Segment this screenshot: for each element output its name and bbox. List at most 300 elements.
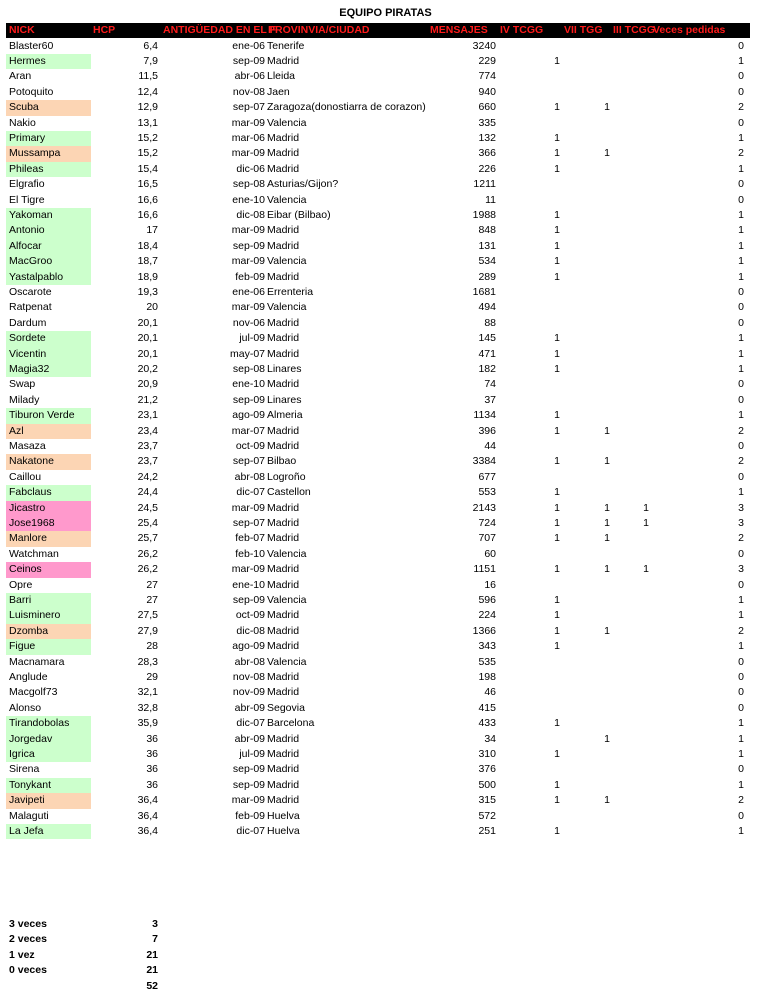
- iv-tcgg-cell[interactable]: 1: [554, 717, 560, 730]
- provincia-cell[interactable]: Jaen: [267, 85, 290, 98]
- provincia-cell[interactable]: Madrid: [267, 316, 300, 329]
- nick-cell[interactable]: Masaza: [9, 439, 46, 452]
- provincia-cell[interactable]: Valencia: [267, 593, 307, 606]
- iv-tcgg-cell[interactable]: 1: [554, 362, 560, 375]
- provincia-cell[interactable]: Eibar (Bilbao): [267, 208, 331, 221]
- veces-pedidas-cell[interactable]: 0: [738, 670, 744, 683]
- provincia-cell[interactable]: Valencia: [267, 116, 307, 129]
- iv-tcgg-cell[interactable]: 1: [554, 101, 560, 114]
- hcp-cell[interactable]: 36: [146, 747, 158, 760]
- hcp-cell[interactable]: 28,3: [137, 655, 158, 668]
- mensajes-cell[interactable]: 16: [484, 578, 496, 591]
- nick-cell[interactable]: Alonso: [9, 701, 42, 714]
- hcp-cell[interactable]: 23,4: [137, 424, 158, 437]
- nick-cell[interactable]: Yakoman: [6, 208, 91, 223]
- provincia-cell[interactable]: Madrid: [267, 378, 300, 391]
- iv-tcgg-cell[interactable]: 1: [554, 486, 560, 499]
- antiguedad-cell[interactable]: may-07: [229, 347, 265, 360]
- hcp-cell[interactable]: 20,1: [137, 332, 158, 345]
- nick-cell[interactable]: Scuba: [6, 100, 91, 115]
- provincia-cell[interactable]: Madrid: [267, 501, 300, 514]
- vii-tgg-cell[interactable]: 1: [604, 147, 610, 160]
- hcp-cell[interactable]: 27: [146, 578, 158, 591]
- veces-pedidas-cell[interactable]: 1: [738, 162, 744, 175]
- mensajes-cell[interactable]: 289: [478, 270, 496, 283]
- hcp-cell[interactable]: 20: [146, 301, 158, 314]
- antiguedad-cell[interactable]: mar-09: [231, 501, 265, 514]
- provincia-cell[interactable]: Lleida: [267, 70, 296, 83]
- hcp-cell[interactable]: 35,9: [137, 717, 158, 730]
- iii-tcgg-cell[interactable]: 1: [643, 516, 649, 529]
- iv-tcgg-cell[interactable]: 1: [554, 624, 560, 637]
- summary-value[interactable]: 52: [146, 979, 158, 992]
- nick-cell[interactable]: Tonykant: [6, 778, 91, 793]
- antiguedad-cell[interactable]: mar-07: [231, 424, 265, 437]
- mensajes-cell[interactable]: 3240: [472, 39, 496, 52]
- veces-pedidas-cell[interactable]: 1: [738, 270, 744, 283]
- nick-cell[interactable]: MacGroo: [6, 254, 91, 269]
- vii-tgg-cell[interactable]: 1: [604, 101, 610, 114]
- antiguedad-cell[interactable]: mar-09: [231, 255, 265, 268]
- iv-tcgg-cell[interactable]: 1: [554, 609, 560, 622]
- nick-cell[interactable]: Manlore: [6, 531, 91, 546]
- nick-cell[interactable]: Caillou: [9, 470, 42, 483]
- provincia-cell[interactable]: Madrid: [267, 732, 300, 745]
- antiguedad-cell[interactable]: ene-10: [232, 578, 265, 591]
- mensajes-cell[interactable]: 1681: [472, 285, 496, 298]
- nick-cell[interactable]: Jicastro: [6, 501, 91, 516]
- hcp-cell[interactable]: 29: [146, 670, 158, 683]
- iii-tcgg-cell[interactable]: 1: [643, 501, 649, 514]
- veces-pedidas-cell[interactable]: 0: [738, 70, 744, 83]
- veces-pedidas-cell[interactable]: 0: [738, 116, 744, 129]
- hcp-cell[interactable]: 26,2: [137, 563, 158, 576]
- mensajes-cell[interactable]: 471: [478, 347, 496, 360]
- veces-pedidas-cell[interactable]: 2: [738, 147, 744, 160]
- header-iv-tcgg[interactable]: IV TCGG: [500, 24, 544, 36]
- mensajes-cell[interactable]: 707: [478, 532, 496, 545]
- nick-cell[interactable]: Azl: [6, 424, 91, 439]
- vii-tgg-cell[interactable]: 1: [604, 516, 610, 529]
- antiguedad-cell[interactable]: mar-06: [231, 131, 265, 144]
- antiguedad-cell[interactable]: nov-08: [232, 670, 265, 683]
- nick-cell[interactable]: Milady: [9, 393, 40, 406]
- hcp-cell[interactable]: 32,1: [137, 686, 158, 699]
- provincia-cell[interactable]: Valencia: [267, 655, 307, 668]
- veces-pedidas-cell[interactable]: 1: [738, 255, 744, 268]
- provincia-cell[interactable]: Madrid: [267, 147, 300, 160]
- nick-cell[interactable]: Phileas: [6, 162, 91, 177]
- header-hcp[interactable]: HCP: [93, 24, 116, 36]
- antiguedad-cell[interactable]: nov-08: [232, 85, 265, 98]
- antiguedad-cell[interactable]: ene-06: [232, 285, 265, 298]
- hcp-cell[interactable]: 36,4: [137, 824, 158, 837]
- nick-cell[interactable]: Barri: [6, 593, 91, 608]
- nick-cell[interactable]: Ratpenat: [9, 301, 52, 314]
- antiguedad-cell[interactable]: ago-09: [232, 409, 265, 422]
- hcp-cell[interactable]: 7,9: [143, 54, 158, 67]
- provincia-cell[interactable]: Madrid: [267, 578, 300, 591]
- provincia-cell[interactable]: Logroño: [267, 470, 306, 483]
- nick-cell[interactable]: Vicentin: [6, 347, 91, 362]
- iv-tcgg-cell[interactable]: 1: [554, 255, 560, 268]
- veces-pedidas-cell[interactable]: 2: [738, 101, 744, 114]
- summary-value[interactable]: 21: [146, 948, 158, 961]
- nick-cell[interactable]: Dzomba: [6, 624, 91, 639]
- hcp-cell[interactable]: 18,9: [137, 270, 158, 283]
- provincia-cell[interactable]: Segovia: [267, 701, 305, 714]
- nick-cell[interactable]: Figue: [6, 639, 91, 654]
- antiguedad-cell[interactable]: sep-08: [232, 178, 265, 191]
- veces-pedidas-cell[interactable]: 0: [738, 178, 744, 191]
- mensajes-cell[interactable]: 310: [478, 747, 496, 760]
- mensajes-cell[interactable]: 535: [478, 655, 496, 668]
- mensajes-cell[interactable]: 494: [478, 301, 496, 314]
- nick-cell[interactable]: Igrica: [6, 747, 91, 762]
- iv-tcgg-cell[interactable]: 1: [554, 516, 560, 529]
- mensajes-cell[interactable]: 315: [478, 794, 496, 807]
- hcp-cell[interactable]: 16,5: [137, 178, 158, 191]
- provincia-cell[interactable]: Valencia: [267, 547, 307, 560]
- veces-pedidas-cell[interactable]: 1: [738, 362, 744, 375]
- iv-tcgg-cell[interactable]: 1: [554, 224, 560, 237]
- mensajes-cell[interactable]: 1151: [473, 563, 496, 576]
- hcp-cell[interactable]: 11,5: [138, 70, 158, 83]
- nick-cell[interactable]: Elgrafio: [9, 178, 45, 191]
- nick-cell[interactable]: Potoquito: [9, 85, 54, 98]
- nick-cell[interactable]: Oscarote: [9, 285, 52, 298]
- nick-cell[interactable]: Aran: [9, 70, 32, 83]
- iv-tcgg-cell[interactable]: 1: [554, 54, 560, 67]
- mensajes-cell[interactable]: 500: [478, 778, 496, 791]
- mensajes-cell[interactable]: 2143: [472, 501, 496, 514]
- antiguedad-cell[interactable]: mar-09: [231, 794, 265, 807]
- hcp-cell[interactable]: 25,4: [137, 516, 158, 529]
- hcp-cell[interactable]: 15,2: [137, 131, 158, 144]
- antiguedad-cell[interactable]: abr-09: [234, 701, 265, 714]
- antiguedad-cell[interactable]: ene-10: [232, 193, 265, 206]
- veces-pedidas-cell[interactable]: 0: [738, 578, 744, 591]
- veces-pedidas-cell[interactable]: 3: [738, 563, 744, 576]
- mensajes-cell[interactable]: 343: [478, 640, 496, 653]
- provincia-cell[interactable]: Madrid: [267, 747, 300, 760]
- antiguedad-cell[interactable]: abr-08: [234, 470, 265, 483]
- iv-tcgg-cell[interactable]: 1: [554, 424, 560, 437]
- hcp-cell[interactable]: 36: [146, 732, 158, 745]
- mensajes-cell[interactable]: 198: [478, 670, 496, 683]
- antiguedad-cell[interactable]: sep-07: [232, 101, 265, 114]
- antiguedad-cell[interactable]: mar-09: [231, 116, 265, 129]
- nick-cell[interactable]: Nakio: [9, 116, 36, 129]
- vii-tgg-cell[interactable]: 1: [604, 794, 610, 807]
- provincia-cell[interactable]: Castellon: [267, 486, 311, 499]
- mensajes-cell[interactable]: 335: [478, 116, 496, 129]
- hcp-cell[interactable]: 20,9: [137, 378, 158, 391]
- mensajes-cell[interactable]: 660: [478, 101, 496, 114]
- mensajes-cell[interactable]: 433: [478, 717, 496, 730]
- provincia-cell[interactable]: Huelva: [267, 809, 300, 822]
- mensajes-cell[interactable]: 44: [484, 439, 496, 452]
- mensajes-cell[interactable]: 553: [478, 486, 496, 499]
- antiguedad-cell[interactable]: mar-09: [231, 147, 265, 160]
- provincia-cell[interactable]: Madrid: [267, 686, 300, 699]
- antiguedad-cell[interactable]: feb-09: [235, 270, 265, 283]
- iv-tcgg-cell[interactable]: 1: [554, 455, 560, 468]
- summary-value[interactable]: 3: [152, 918, 158, 930]
- antiguedad-cell[interactable]: sep-09: [232, 763, 265, 776]
- nick-cell[interactable]: Primary: [6, 131, 91, 146]
- antiguedad-cell[interactable]: nov-06: [232, 316, 265, 329]
- veces-pedidas-cell[interactable]: 1: [738, 54, 744, 67]
- mensajes-cell[interactable]: 1366: [472, 624, 496, 637]
- hcp-cell[interactable]: 32,8: [137, 701, 158, 714]
- veces-pedidas-cell[interactable]: 0: [738, 85, 744, 98]
- provincia-cell[interactable]: Madrid: [267, 778, 300, 791]
- summary-value[interactable]: 7: [152, 933, 158, 946]
- iv-tcgg-cell[interactable]: 1: [554, 332, 560, 345]
- nick-cell[interactable]: Malaguti: [9, 809, 49, 822]
- veces-pedidas-cell[interactable]: 1: [738, 486, 744, 499]
- hcp-cell[interactable]: 12,4: [137, 85, 158, 98]
- mensajes-cell[interactable]: 46: [484, 686, 496, 699]
- nick-cell[interactable]: Macgolf73: [9, 686, 58, 699]
- veces-pedidas-cell[interactable]: 1: [738, 131, 744, 144]
- provincia-cell[interactable]: Madrid: [267, 532, 300, 545]
- summary-label[interactable]: 1 vez: [9, 948, 35, 961]
- nick-cell[interactable]: Yastalpablo: [6, 270, 91, 285]
- vii-tgg-cell[interactable]: 1: [604, 455, 610, 468]
- hcp-cell[interactable]: 27,9: [137, 624, 158, 637]
- veces-pedidas-cell[interactable]: 2: [738, 455, 744, 468]
- iv-tcgg-cell[interactable]: 1: [554, 409, 560, 422]
- antiguedad-cell[interactable]: mar-09: [231, 224, 265, 237]
- hcp-cell[interactable]: 19,3: [137, 285, 158, 298]
- provincia-cell[interactable]: Madrid: [267, 609, 300, 622]
- provincia-cell[interactable]: Linares: [267, 362, 302, 375]
- veces-pedidas-cell[interactable]: 2: [738, 424, 744, 437]
- veces-pedidas-cell[interactable]: 1: [738, 208, 744, 221]
- veces-pedidas-cell[interactable]: 1: [738, 747, 744, 760]
- provincia-cell[interactable]: Zaragoza(donostiarra de corazon): [267, 101, 426, 114]
- provincia-cell[interactable]: Linares: [267, 393, 302, 406]
- iv-tcgg-cell[interactable]: 1: [554, 593, 560, 606]
- nick-cell[interactable]: Javipeti: [6, 793, 91, 808]
- antiguedad-cell[interactable]: dic-06: [236, 162, 265, 175]
- antiguedad-cell[interactable]: dic-07: [236, 717, 265, 730]
- antiguedad-cell[interactable]: jul-09: [239, 332, 265, 345]
- veces-pedidas-cell[interactable]: 0: [738, 439, 744, 452]
- header-antiguedad[interactable]: ANTIGÜEDAD EN EL F: [163, 24, 276, 36]
- mensajes-cell[interactable]: 229: [478, 54, 496, 67]
- antiguedad-cell[interactable]: feb-10: [235, 547, 265, 560]
- nick-cell[interactable]: Tiburon Verde: [6, 408, 91, 423]
- mensajes-cell[interactable]: 226: [478, 162, 496, 175]
- mensajes-cell[interactable]: 224: [478, 609, 496, 622]
- provincia-cell[interactable]: Valencia: [267, 255, 307, 268]
- nick-cell[interactable]: Mussampa: [6, 146, 91, 161]
- summary-value[interactable]: 21: [146, 964, 158, 977]
- veces-pedidas-cell[interactable]: 0: [738, 763, 744, 776]
- provincia-cell[interactable]: Barcelona: [267, 717, 315, 730]
- hcp-cell[interactable]: 17: [146, 224, 158, 237]
- iv-tcgg-cell[interactable]: 1: [554, 131, 560, 144]
- iv-tcgg-cell[interactable]: 1: [554, 347, 560, 360]
- veces-pedidas-cell[interactable]: 1: [738, 824, 744, 837]
- antiguedad-cell[interactable]: ene-06: [232, 39, 265, 52]
- veces-pedidas-cell[interactable]: 1: [738, 224, 744, 237]
- mensajes-cell[interactable]: 60: [484, 547, 496, 560]
- nick-cell[interactable]: Luisminero: [6, 608, 91, 623]
- provincia-cell[interactable]: Madrid: [267, 347, 300, 360]
- nick-cell[interactable]: Ceinos: [6, 562, 91, 577]
- mensajes-cell[interactable]: 182: [478, 362, 496, 375]
- veces-pedidas-cell[interactable]: 2: [738, 624, 744, 637]
- provincia-cell[interactable]: Tenerife: [267, 39, 305, 52]
- mensajes-cell[interactable]: 396: [478, 424, 496, 437]
- provincia-cell[interactable]: Madrid: [267, 640, 300, 653]
- hcp-cell[interactable]: 18,4: [137, 239, 158, 252]
- provincia-cell[interactable]: Madrid: [267, 670, 300, 683]
- veces-pedidas-cell[interactable]: 3: [738, 501, 744, 514]
- antiguedad-cell[interactable]: dic-08: [236, 208, 265, 221]
- iv-tcgg-cell[interactable]: 1: [554, 501, 560, 514]
- iv-tcgg-cell[interactable]: 1: [554, 239, 560, 252]
- nick-cell[interactable]: Sirena: [9, 763, 40, 776]
- veces-pedidas-cell[interactable]: 1: [738, 640, 744, 653]
- antiguedad-cell[interactable]: jul-09: [239, 747, 265, 760]
- veces-pedidas-cell[interactable]: 1: [738, 347, 744, 360]
- hcp-cell[interactable]: 24,2: [137, 470, 158, 483]
- nick-cell[interactable]: Dardum: [9, 316, 47, 329]
- antiguedad-cell[interactable]: nov-09: [232, 686, 265, 699]
- iv-tcgg-cell[interactable]: 1: [554, 563, 560, 576]
- veces-pedidas-cell[interactable]: 0: [738, 193, 744, 206]
- provincia-cell[interactable]: Almeria: [267, 409, 303, 422]
- veces-pedidas-cell[interactable]: 1: [738, 778, 744, 791]
- nick-cell[interactable]: Sordete: [6, 331, 91, 346]
- antiguedad-cell[interactable]: sep-09: [232, 54, 265, 67]
- hcp-cell[interactable]: 26,2: [137, 547, 158, 560]
- iv-tcgg-cell[interactable]: 1: [554, 162, 560, 175]
- veces-pedidas-cell[interactable]: 0: [738, 316, 744, 329]
- mensajes-cell[interactable]: 774: [478, 70, 496, 83]
- veces-pedidas-cell[interactable]: 0: [738, 686, 744, 699]
- provincia-cell[interactable]: Madrid: [267, 131, 300, 144]
- antiguedad-cell[interactable]: feb-09: [235, 809, 265, 822]
- mensajes-cell[interactable]: 596: [478, 593, 496, 606]
- antiguedad-cell[interactable]: dic-08: [236, 624, 265, 637]
- veces-pedidas-cell[interactable]: 1: [738, 609, 744, 622]
- veces-pedidas-cell[interactable]: 1: [738, 732, 744, 745]
- mensajes-cell[interactable]: 724: [478, 516, 496, 529]
- mensajes-cell[interactable]: 37: [484, 393, 496, 406]
- mensajes-cell[interactable]: 34: [484, 732, 496, 745]
- provincia-cell[interactable]: Valencia: [267, 301, 307, 314]
- antiguedad-cell[interactable]: sep-09: [232, 393, 265, 406]
- antiguedad-cell[interactable]: feb-07: [235, 532, 265, 545]
- mensajes-cell[interactable]: 534: [478, 255, 496, 268]
- veces-pedidas-cell[interactable]: 1: [738, 239, 744, 252]
- mensajes-cell[interactable]: 1211: [473, 178, 496, 191]
- mensajes-cell[interactable]: 132: [478, 131, 496, 144]
- iv-tcgg-cell[interactable]: 1: [554, 147, 560, 160]
- header-veces-pedidas[interactable]: Veces pedidas: [653, 24, 726, 36]
- iv-tcgg-cell[interactable]: 1: [554, 640, 560, 653]
- hcp-cell[interactable]: 23,7: [137, 439, 158, 452]
- iii-tcgg-cell[interactable]: 1: [643, 563, 649, 576]
- nick-cell[interactable]: Watchman: [9, 547, 59, 560]
- antiguedad-cell[interactable]: oct-09: [235, 609, 265, 622]
- nick-cell[interactable]: Hermes: [6, 54, 91, 69]
- antiguedad-cell[interactable]: abr-06: [234, 70, 265, 83]
- nick-cell[interactable]: Opre: [9, 578, 33, 591]
- mensajes-cell[interactable]: 145: [478, 332, 496, 345]
- summary-label[interactable]: 3 veces: [9, 918, 47, 930]
- veces-pedidas-cell[interactable]: 0: [738, 470, 744, 483]
- mensajes-cell[interactable]: 572: [478, 809, 496, 822]
- hcp-cell[interactable]: 25,7: [137, 532, 158, 545]
- iv-tcgg-cell[interactable]: 1: [554, 778, 560, 791]
- veces-pedidas-cell[interactable]: 0: [738, 285, 744, 298]
- nick-cell[interactable]: Jorgedav: [6, 732, 91, 747]
- provincia-cell[interactable]: Madrid: [267, 224, 300, 237]
- provincia-cell[interactable]: Madrid: [267, 516, 300, 529]
- antiguedad-cell[interactable]: sep-08: [232, 362, 265, 375]
- antiguedad-cell[interactable]: dic-07: [236, 486, 265, 499]
- hcp-cell[interactable]: 18,7: [137, 255, 158, 268]
- mensajes-cell[interactable]: 131: [478, 239, 496, 252]
- vii-tgg-cell[interactable]: 1: [604, 532, 610, 545]
- hcp-cell[interactable]: 36,4: [137, 794, 158, 807]
- hcp-cell[interactable]: 23,7: [137, 455, 158, 468]
- provincia-cell[interactable]: Asturias/Gijon?: [267, 178, 339, 191]
- nick-cell[interactable]: Nakatone: [6, 454, 91, 469]
- antiguedad-cell[interactable]: abr-08: [234, 655, 265, 668]
- nick-cell[interactable]: Blaster60: [9, 39, 54, 52]
- antiguedad-cell[interactable]: ene-10: [232, 378, 265, 391]
- veces-pedidas-cell[interactable]: 0: [738, 655, 744, 668]
- hcp-cell[interactable]: 36: [146, 778, 158, 791]
- mensajes-cell[interactable]: 366: [478, 147, 496, 160]
- mensajes-cell[interactable]: 11: [485, 193, 496, 206]
- antiguedad-cell[interactable]: oct-09: [235, 439, 265, 452]
- nick-cell[interactable]: Macnamara: [9, 655, 65, 668]
- hcp-cell[interactable]: 23,1: [137, 409, 158, 422]
- vii-tgg-cell[interactable]: 1: [604, 501, 610, 514]
- mensajes-cell[interactable]: 677: [478, 470, 496, 483]
- provincia-cell[interactable]: Madrid: [267, 270, 300, 283]
- provincia-cell[interactable]: Madrid: [267, 239, 300, 252]
- veces-pedidas-cell[interactable]: 0: [738, 39, 744, 52]
- hcp-cell[interactable]: 16,6: [137, 193, 158, 206]
- hcp-cell[interactable]: 20,1: [137, 316, 158, 329]
- nick-cell[interactable]: Fabclaus: [6, 485, 91, 500]
- provincia-cell[interactable]: Bilbao: [267, 455, 297, 468]
- provincia-cell[interactable]: Huelva: [267, 824, 300, 837]
- iv-tcgg-cell[interactable]: 1: [554, 532, 560, 545]
- summary-label[interactable]: 0 veces: [9, 964, 47, 977]
- provincia-cell[interactable]: Madrid: [267, 563, 300, 576]
- hcp-cell[interactable]: 15,4: [137, 162, 158, 175]
- hcp-cell[interactable]: 36,4: [137, 809, 158, 822]
- hcp-cell[interactable]: 13,1: [137, 116, 158, 129]
- provincia-cell[interactable]: Errenteria: [267, 285, 314, 298]
- provincia-cell[interactable]: Madrid: [267, 332, 300, 345]
- hcp-cell[interactable]: 36: [146, 763, 158, 776]
- antiguedad-cell[interactable]: sep-09: [232, 239, 265, 252]
- hcp-cell[interactable]: 27: [146, 593, 158, 606]
- provincia-cell[interactable]: Madrid: [267, 54, 300, 67]
